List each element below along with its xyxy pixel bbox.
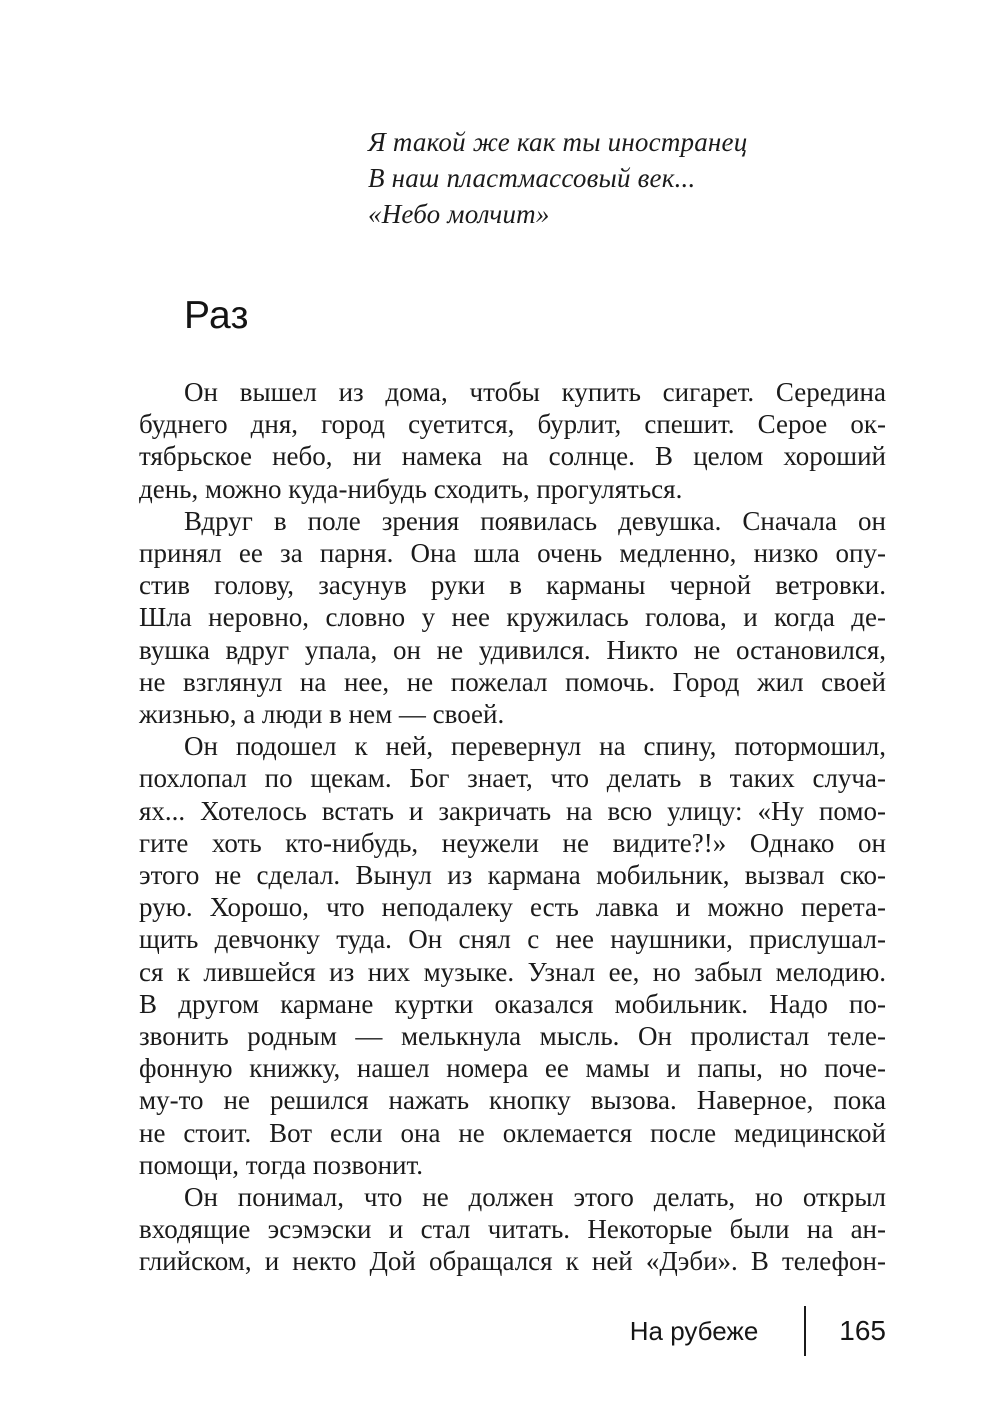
page-number: 165 [839, 1315, 886, 1346]
text-line: му-то не решился нажать кнопку вызова. Наверное, пока [139, 1085, 886, 1116]
chapter-heading: Раз [184, 294, 249, 337]
text-line: Шла неровно, словно у нее кружилась голова, и когда де- [139, 602, 886, 633]
text-line: Он вышел из дома, чтобы купить сигарет. Середина [184, 377, 886, 407]
text-line: не взглянул на нее, не пожелал помочь. Город жил своей [139, 666, 886, 697]
text-line: вушка вдруг упала, он не удивился. Никто не остановился, [139, 634, 886, 665]
text-line: Он понимал, что не должен этого делать, но открыл [184, 1182, 886, 1213]
text-line: стив голову, засунув руки в карманы черной ветровки. [139, 570, 886, 601]
text-line: похлопал по щекам. Бог знает, что делать в таких случа- [139, 763, 886, 794]
paragraph [139, 376, 886, 505]
paragraph [139, 505, 886, 730]
text-line: этого не сделал. Вынул из кармана мобильник, вызвал ско- [139, 860, 886, 891]
epigraph [368, 124, 747, 232]
epigraph-line: Я такой же как ты иностранец [368, 127, 748, 157]
text-line: ях... Хотелось встать и закричать на всю улицу: «Ну помо- [139, 795, 886, 826]
running-title: На рубеже [629, 1315, 759, 1346]
text-line: помощи, тогда позвонит. [139, 1149, 424, 1180]
text-line: тябрьское небо, ни намека на солнце. В целом хороший [139, 441, 886, 472]
footer-divider [804, 1306, 806, 1356]
text-line: входящие эсэмэски и стал читать. Некоторые были на ан- [139, 1214, 886, 1245]
text-line: глийском, и некто Дой обращался к ней «Дэби». В телефон- [139, 1246, 886, 1277]
text-line: Вдруг в поле зрения появилась девушка. Сначала он [184, 505, 886, 536]
text-line: щить девчонку туда. Он снял с нее наушники, прислушал- [139, 924, 886, 955]
text-line: фонную книжку, нашел номера ее мамы и папы, но поче- [139, 1053, 886, 1084]
text-line: Он подошел к ней, перевернул на спину, потормошил, [184, 731, 886, 762]
page-footer [139, 1304, 886, 1358]
paragraph [139, 730, 886, 1181]
text-line: ся к лившейся из них музыке. Узнал ее, но забыл мелодию. [139, 956, 886, 987]
text-line: рую. Хорошо, что неподалеку есть лавка и можно перета- [139, 892, 886, 923]
text-line: принял ее за парня. Она шла очень медленно, низко опу- [139, 538, 886, 569]
epigraph-line: «Небо молчит» [368, 199, 550, 229]
text-line: день, можно куда-нибудь сходить, прогуляться. [139, 473, 683, 504]
text-line: звонить родным — мелькнула мысль. Он пролистал теле- [139, 1021, 886, 1052]
text-line: В другом кармане куртки оказался мобильник. Надо по- [139, 988, 886, 1019]
body-text [139, 376, 886, 1278]
text-line: жизнью, а люди в нем — своей. [139, 699, 505, 730]
text-line: буднего дня, город суетится, бурлит, спешит. Серое ок- [139, 409, 886, 440]
text-line: не стоит. Вот если она не оклемается после медицинской [139, 1117, 886, 1148]
text-line: гите хоть кто-нибудь, неужели не видите?!» Однако он [139, 827, 886, 858]
epigraph-line: В наш пластмассовый век... [368, 163, 696, 193]
paragraph [139, 1181, 886, 1278]
